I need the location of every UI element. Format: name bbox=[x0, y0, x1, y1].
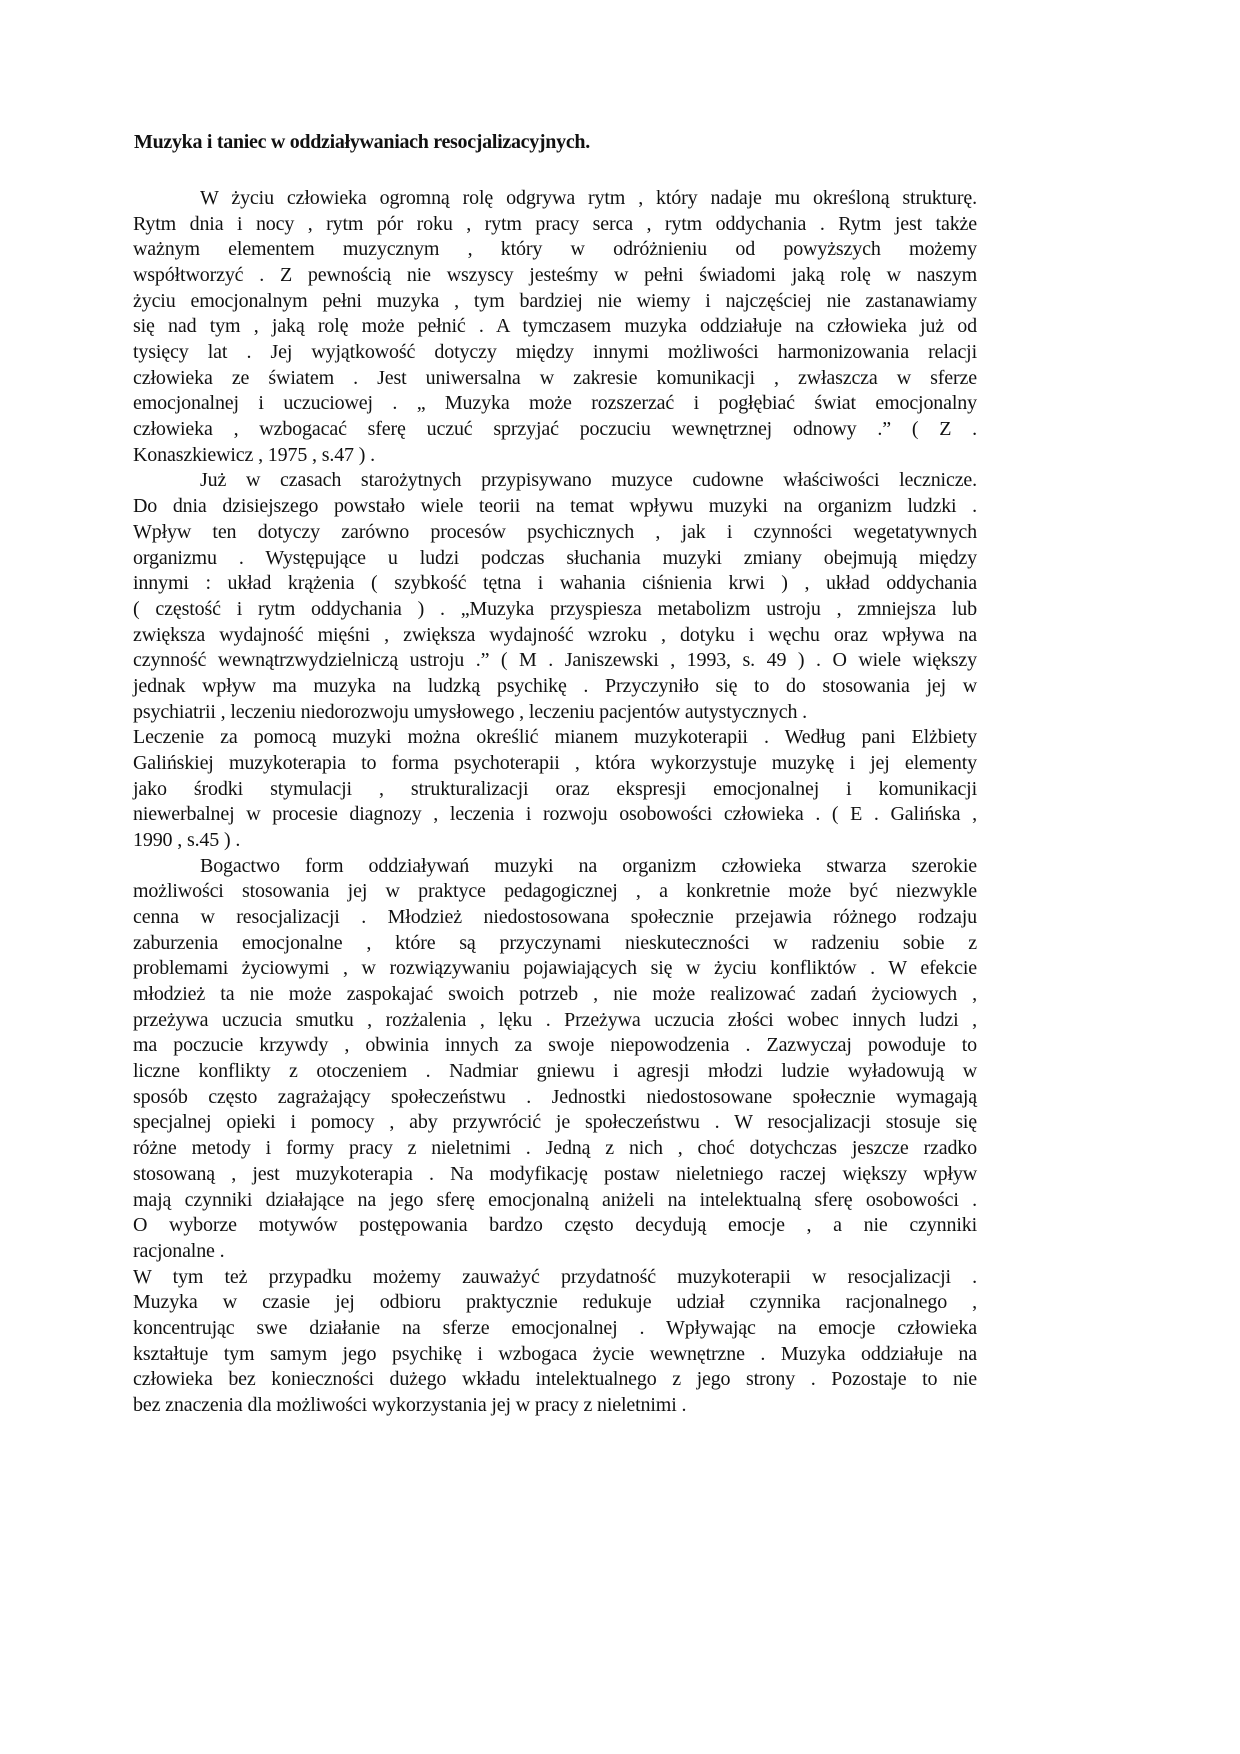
text-line: Galińskiej muzykoterapia to forma psychoterapii , która wykorzystuje muzykę i jej elementy bbox=[133, 751, 977, 774]
text-line: Już w czasach starożytnych przypisywano muzyce cudowne właściwości lecznicze. bbox=[200, 469, 977, 492]
text-line: ( częstość i rytm oddychania ) . „Muzyka przyspiesza metabolizm ustroju , zmniejsza lub bbox=[133, 597, 977, 620]
text-line: człowieka ze światem . Jest uniwersalna w zakresie komunikacji , zwłaszcza w sferze bbox=[133, 366, 977, 389]
text-line: współtworzyć . Z pewnością nie wszyscy jesteśmy w pełni świadomi jaką rolę w naszym bbox=[133, 264, 977, 287]
text-line: sposób często zagrażający społeczeństwu . Jednostki niedostosowane społecznie wymagają bbox=[133, 1085, 977, 1108]
text-line: innymi : układ krążenia ( szybkość tętna i wahania ciśnienia krwi ) , układ oddychania bbox=[133, 572, 977, 595]
text-line: 1990 , s.45 ) . bbox=[133, 829, 241, 851]
text-line: się nad tym , jaką rolę może pełnić . A tymczasem muzyka oddziałuje na człowieka już od bbox=[133, 315, 977, 338]
text-line: różne metody i formy pracy z nieletnimi . Jedną z nich , choć dotychczas jeszcze rzadko bbox=[133, 1137, 977, 1160]
text-line: bez znaczenia dla możliwości wykorzystania jej w pracy z nieletnimi . bbox=[133, 1393, 687, 1416]
text-line: W tym też przypadku możemy zauważyć przydatność muzykoterapii w resocjalizacji . bbox=[133, 1265, 977, 1288]
text-line: jednak wpływ ma muzyka na ludzką psychikę . Przyczyniło się to do stosowania jej w bbox=[133, 674, 977, 697]
text-line: czynność wewnątrzwydzielniczą ustroju .” ( M . Janiszewski , 1993, s. 49 ) . O wiele większy bbox=[133, 649, 977, 672]
text-line: Muzyka w czasie jej odbioru praktycznie redukuje udział czynnika racjonalnego , bbox=[133, 1291, 977, 1314]
text-line: młodzież ta nie może zaspokajać swoich potrzeb , nie może realizować zadań życiowych , bbox=[133, 983, 977, 1006]
text-line: ma poczucie krzywdy , obwinia innych za swoje niepowodzenia . Zazwyczaj powoduje to bbox=[133, 1034, 977, 1057]
text-line: Wpływ ten dotyczy zarówno procesów psychicznych , jak i czynności wegetatywnych bbox=[133, 520, 977, 543]
text-line: Do dnia dzisiejszego powstało wiele teorii na temat wpływu muzyki na organizm ludzki . bbox=[133, 495, 977, 518]
text-line: koncentrując swe działanie na sferze emocjonalnej . Wpływając na emocje człowieka bbox=[133, 1316, 977, 1339]
text-line: liczne konflikty z otoczeniem . Nadmiar gniewu i agresji młodzi ludzie wyładowują w bbox=[133, 1060, 977, 1083]
document-title: Muzyka i taniec w oddziaływaniach resocjalizacyjnych. bbox=[134, 131, 590, 153]
text-line: mają czynniki działające na jego sferę emocjonalną aniżeli na intelektualną sferę osobowości . bbox=[133, 1188, 977, 1211]
text-line: życiu emocjonalnym pełni muzyka , tym bardziej nie wiemy i najczęściej nie zastanawiamy bbox=[133, 289, 977, 312]
text-line: jako środki stymulacji , strukturalizacji oraz ekspresji emocjonalnej i komunikacji bbox=[133, 777, 977, 800]
text-line: stosowaną , jest muzykoterapia . Na modyfikację postaw nieletniego raczej większy wpływ bbox=[133, 1162, 977, 1185]
text-line: kształtuje tym samym jego psychikę i wzbogaca życie wewnętrzne . Muzyka oddziałuje na bbox=[133, 1342, 977, 1365]
text-line: Rytm dnia i nocy , rytm pór roku , rytm pracy serca , rytm oddychania . Rytm jest także bbox=[133, 212, 977, 235]
text-line: Konaszkiewicz , 1975 , s.47 ) . bbox=[133, 443, 375, 466]
text-line: psychiatrii , leczeniu niedorozwoju umysłowego , leczeniu pacjentów autystycznych . bbox=[133, 700, 807, 723]
text-line: organizmu . Występujące u ludzi podczas słuchania muzyki zmiany obejmują między bbox=[133, 546, 977, 569]
text-line: emocjonalnej i uczuciowej . „ Muzyka może rozszerzać i pogłębiać świat emocjonalny bbox=[133, 392, 977, 415]
text-line: człowieka , wzbogacać sferę uczuć sprzyjać poczuciu wewnętrznej odnowy .” ( Z . bbox=[133, 418, 977, 441]
text-line: racjonalne . bbox=[133, 1239, 225, 1262]
text-line: cenna w resocjalizacji . Młodzież niedostosowana społecznie przejawia różnego rodzaju bbox=[133, 906, 977, 929]
text-line: zwiększa wydajność mięśni , zwiększa wydajność wzroku , dotyku i węchu oraz wpływa na bbox=[133, 623, 977, 646]
text-line: Bogactwo form oddziaływań muzyki na organizm człowieka stwarza szerokie bbox=[200, 854, 977, 877]
text-line: problemami życiowymi , w rozwiązywaniu pojawiających się w życiu konfliktów . W efekcie bbox=[133, 957, 977, 980]
text-line: możliwości stosowania jej w praktyce pedagogicznej , a konkretnie może być niezwykle bbox=[133, 880, 977, 903]
text-line: tysięcy lat . Jej wyjątkowość dotyczy między innymi możliwości harmonizowania relacji bbox=[133, 341, 977, 364]
text-line: W życiu człowieka ogromną rolę odgrywa rytm , który nadaje mu określoną strukturę. bbox=[200, 187, 977, 209]
text-line: ważnym elementem muzycznym , który w odróżnieniu od powyższych możemy bbox=[133, 238, 977, 261]
text-line: przeżywa uczucia smutku , rozżalenia , lęku . Przeżywa uczucia złości wobec innych ludzi , bbox=[133, 1008, 977, 1031]
text-line: niewerbalnej w procesie diagnozy , leczenia i rozwoju osobowości człowieka . ( E . Galińska , bbox=[133, 803, 977, 826]
text-line: O wyborze motywów postępowania bardzo często decydują emocje , a nie czynniki bbox=[133, 1214, 977, 1237]
text-line: człowieka bez konieczności dużego wkładu intelektualnego z jego strony . Pozostaje to nie bbox=[133, 1368, 977, 1391]
text-line: Leczenie za pomocą muzyki można określić mianem muzykoterapii . Według pani Elżbiety bbox=[133, 726, 977, 749]
text-line: zaburzenia emocjonalne , które są przyczynami nieskuteczności w radzeniu sobie z bbox=[133, 931, 977, 954]
text-line: specjalnej opieki i pomocy , aby przywrócić je społeczeństwu . W resocjalizacji stosuje się bbox=[133, 1111, 977, 1134]
